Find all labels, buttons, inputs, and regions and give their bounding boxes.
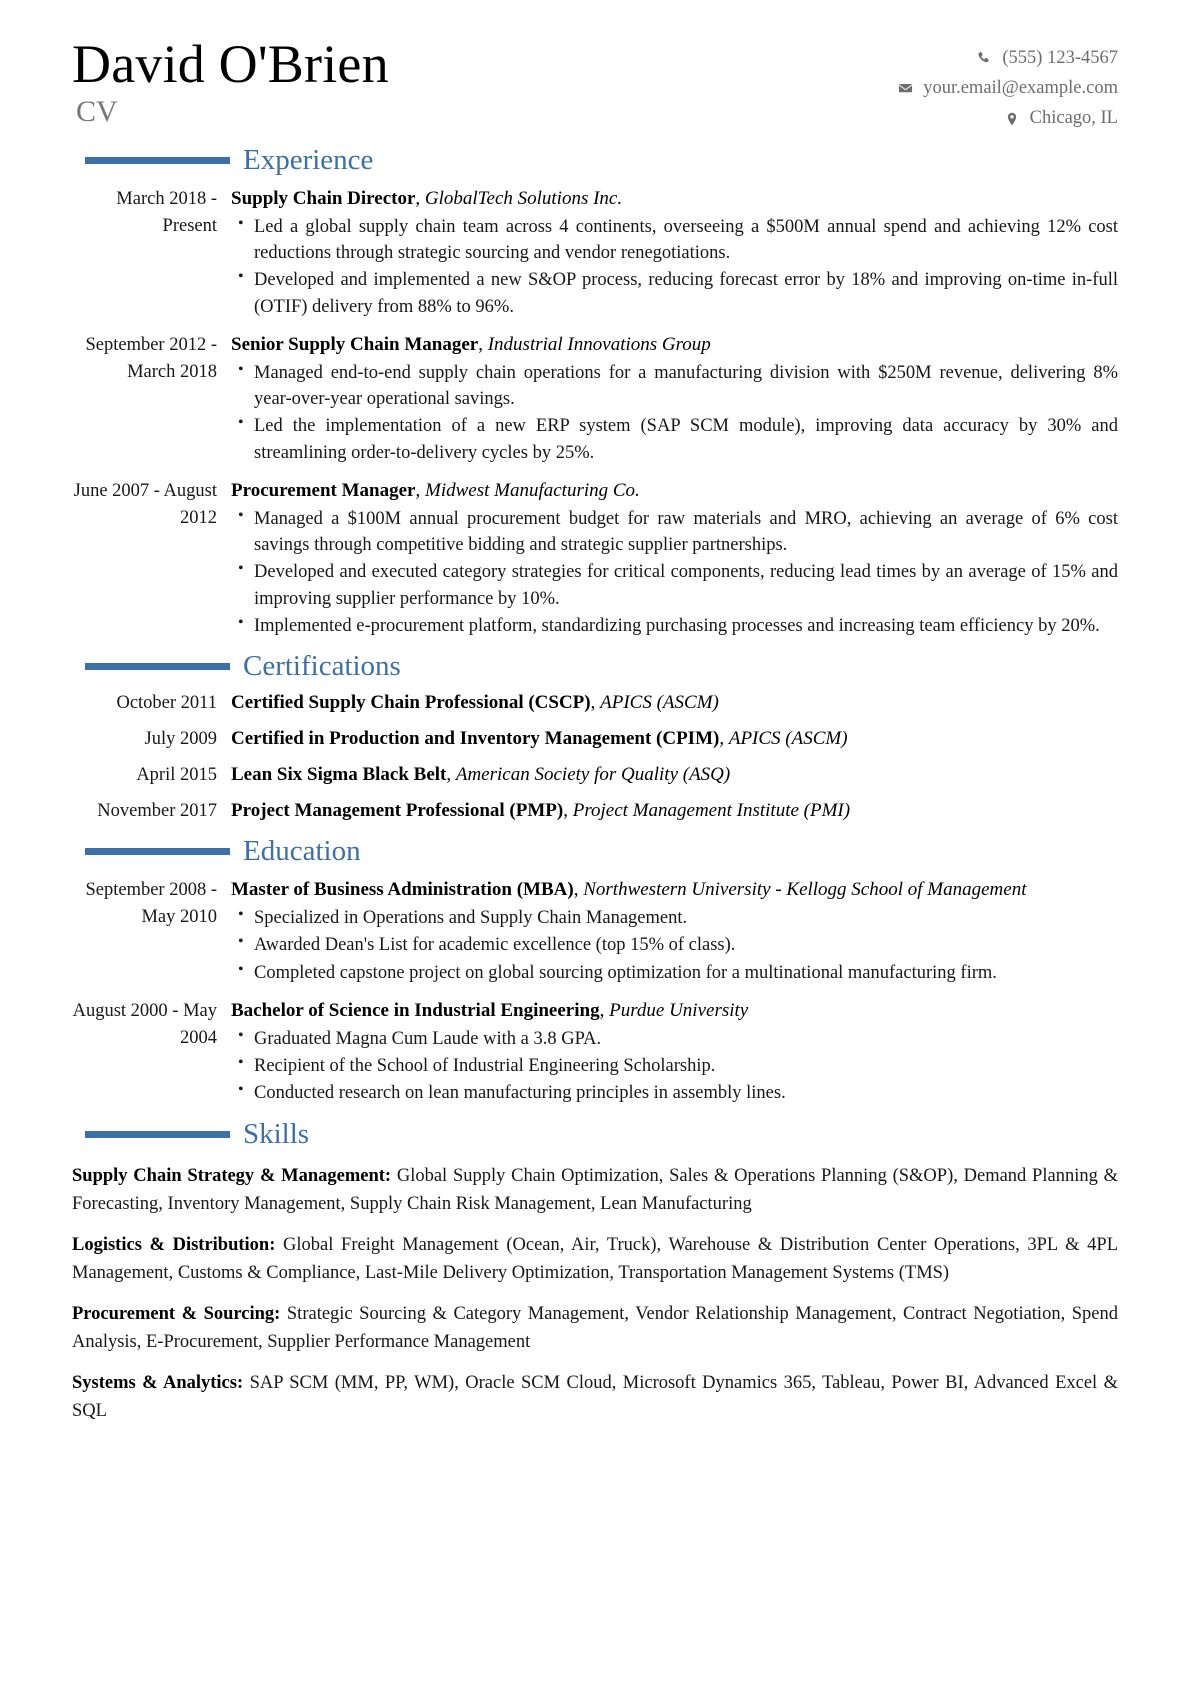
entry-body: [231, 798, 1118, 825]
entry-role: Senior Supply Chain Manager: [231, 333, 479, 355]
skill-group-items: Global Supply Chain Optimization, Sales & Operations Planning (S&OP), Demand Planning & Forecasting, Inventory Management, Supply Chain Risk Management, Lean Manufacturing: [72, 1165, 1118, 1214]
entry-role: Supply Chain Director: [231, 187, 416, 209]
entry-body: [231, 998, 1118, 1108]
entry-separator: ,: [599, 999, 610, 1021]
skill-group: [72, 1231, 1118, 1287]
list-item: • Implemented e-procurement platform, standardizing purchasing processes and increasing team efficiency by 20%.: [254, 613, 1118, 639]
entry-bullets: [231, 1026, 1118, 1107]
email-address: your.email@example.com: [923, 77, 1118, 98]
section-title-certifications: Certifications: [243, 650, 401, 683]
entry-role: Lean Six Sigma Black Belt: [231, 764, 447, 786]
entry-org: APICS (ASCM): [600, 692, 719, 714]
list-item: • Led the implementation of a new ERP system (SAP SCM module), improving data accuracy by 30% and streamlining order-to-delivery cycles by 25%.: [254, 413, 1118, 466]
entry-role: Project Management Professional (PMP): [231, 800, 564, 822]
map-pin-icon: [1004, 110, 1021, 127]
contact-location[interactable]: [897, 104, 1118, 134]
certification-entry: [72, 690, 1118, 717]
skill-group-label: Supply Chain Strategy & Management:: [72, 1165, 392, 1186]
list-item: • Developed and implemented a new S&OP process, reducing forecast error by 18% and improving on-time in-full (OTIF) delivery from 88% to 96%.: [254, 267, 1118, 320]
entry-role: Procurement Manager: [231, 479, 416, 501]
list-item: • Awarded Dean's List for academic excellence (top 15% of class).: [254, 932, 1118, 958]
skill-group: [72, 1300, 1118, 1356]
section-header-education: [72, 837, 1118, 866]
cv-header: [72, 34, 1118, 134]
entry-body: [231, 186, 1118, 321]
entry-title: [231, 478, 1118, 505]
entry-org: Project Management Institute (PMI): [572, 800, 851, 822]
entry-dates: August 2000 - May 2004: [72, 1000, 217, 1048]
contact-phone[interactable]: [897, 44, 1118, 74]
list-item: • Managed a $100M annual procurement budget for raw materials and MRO, achieving an average of 6% cost savings through competitive bidding and strategic supplier partnerships.: [254, 506, 1118, 559]
entry-dates: July 2009: [144, 729, 217, 750]
entry-org: Industrial Innovations Group: [487, 333, 711, 355]
entry-role: Master of Business Administration (MBA): [231, 879, 574, 901]
entry-bullets: [231, 905, 1118, 986]
entry-dates: September 2012 - March 2018: [85, 334, 217, 382]
list-item: • Led a global supply chain team across 4 continents, overseeing a $500M annual spend and achieving 12% cost reductions through strategic sourcing and vendor renegotiations.: [254, 214, 1118, 267]
entry-bullets: [231, 360, 1118, 466]
skill-group-items: SAP SCM (MM, PP, WM), Oracle SCM Cloud, Microsoft Dynamics 365, Tableau, Power BI, Advanced Excel & SQL: [72, 1373, 1119, 1422]
certification-entry: [72, 726, 1118, 753]
entry-bullets: [231, 214, 1118, 320]
list-item: • Graduated Magna Cum Laude with a 3.8 GPA.: [254, 1026, 1118, 1052]
section-rule: [85, 1131, 230, 1138]
experience-entry: [72, 332, 1118, 467]
entry-org: APICS (ASCM): [728, 728, 848, 750]
experience-entry: [72, 478, 1118, 640]
entry-separator: ,: [446, 764, 456, 786]
skill-group: [72, 1369, 1118, 1425]
certification-entry: [72, 798, 1118, 825]
entry-separator: ,: [415, 187, 425, 209]
section-title-education: Education: [243, 835, 361, 868]
section-title-experience: Experience: [243, 143, 374, 176]
phone-number: (555) 123-4567: [1002, 48, 1118, 68]
identity-block: [72, 34, 389, 129]
list-item: • Conducted research on lean manufacturing principles in assembly lines.: [254, 1080, 1118, 1106]
entry-org: American Society for Quality (ASQ): [455, 764, 731, 786]
section-rule: [85, 848, 230, 855]
contact-email[interactable]: [897, 74, 1118, 104]
list-item: • Developed and executed category strategies for critical components, reducing lead times by an average of 15% and improving supplier performance by 10%.: [254, 559, 1118, 612]
entry-separator: ,: [590, 692, 601, 714]
section-header-certifications: [72, 652, 1118, 681]
section-header-experience: [72, 143, 1118, 176]
entry-title: [231, 690, 1118, 717]
location-text: Chicago, IL: [1029, 107, 1118, 128]
entry-org: GlobalTech Solutions Inc.: [424, 187, 623, 209]
entry-separator: ,: [573, 879, 584, 901]
entry-title: [231, 332, 1118, 359]
candidate-name: David O'Brien: [72, 34, 389, 94]
entry-title: [231, 798, 1118, 825]
section-header-skills: [72, 1117, 1118, 1150]
entry-title: [231, 186, 1118, 213]
entry-org: Northwestern University - Kellogg School of Management: [583, 879, 1027, 901]
entry-title: [231, 762, 1118, 789]
list-item: • Recipient of the School of Industrial Engineering Scholarship.: [254, 1053, 1118, 1079]
entry-separator: ,: [719, 728, 729, 750]
entry-dates: March 2018 - Present: [116, 188, 217, 236]
entry-body: [231, 762, 1118, 789]
entry-body: [231, 690, 1118, 717]
education-entry: [72, 998, 1118, 1108]
skill-group-label: Systems & Analytics:: [72, 1373, 244, 1394]
entry-dates: November 2017: [97, 801, 217, 822]
entry-separator: ,: [478, 333, 488, 355]
entry-dates: April 2015: [136, 765, 217, 786]
skill-group-items: Strategic Sourcing & Category Management, Vendor Relationship Management, Contract Negotiation, Spend Analysis, E-Procurement, Supplier Performance Management: [72, 1304, 1118, 1353]
phone-icon: [976, 50, 993, 67]
entry-role: Bachelor of Science in Industrial Engineering: [231, 999, 600, 1021]
entry-body: [231, 478, 1118, 640]
entry-separator: ,: [415, 479, 425, 501]
entry-dates: September 2008 - May 2010: [85, 880, 217, 927]
section-rule: [85, 663, 230, 670]
experience-entry: [72, 186, 1118, 321]
entry-title: [231, 726, 1118, 753]
skill-group: [72, 1162, 1118, 1218]
entry-org: Purdue University: [609, 999, 749, 1021]
entry-body: [231, 726, 1118, 753]
section-rule: [85, 157, 230, 164]
document-subtitle: CV: [76, 94, 118, 128]
section-title-skills: Skills: [243, 1117, 310, 1150]
list-item: • Completed capstone project on global sourcing optimization for a multinational manufacturing firm.: [254, 960, 1118, 986]
envelope-icon: [897, 80, 914, 97]
entry-separator: ,: [563, 800, 573, 822]
list-item: • Specialized in Operations and Supply Chain Management.: [254, 905, 1118, 931]
entry-title: [231, 877, 1118, 904]
list-item: • Managed end-to-end supply chain operations for a manufacturing division with $250M revenue, delivering 8% year-over-year operational savings.: [254, 360, 1118, 413]
certification-entry: [72, 762, 1118, 789]
entry-body: [231, 332, 1118, 467]
contact-block: [897, 34, 1118, 134]
entry-title: [231, 998, 1118, 1025]
entry-role: Certified Supply Chain Professional (CSCP): [231, 692, 591, 714]
skill-group-label: Logistics & Distribution:: [72, 1234, 276, 1255]
education-entry: [72, 877, 1118, 987]
entry-dates: June 2007 - August 2012: [73, 480, 217, 528]
entry-dates: October 2011: [116, 693, 217, 714]
entry-org: Midwest Manufacturing Co.: [425, 479, 640, 501]
entry-role: Certified in Production and Inventory Management (CPIM): [231, 728, 720, 750]
entry-bullets: [231, 506, 1118, 639]
entry-body: [231, 877, 1118, 987]
skill-group-label: Procurement & Sourcing:: [72, 1304, 281, 1325]
skill-group-items: Global Freight Management (Ocean, Air, Truck), Warehouse & Distribution Center Operations, 3PL & 4PL Management, Customs & Compliance, Last-Mile Delivery Optimization, Transportation Management Systems (TMS): [72, 1234, 1119, 1283]
